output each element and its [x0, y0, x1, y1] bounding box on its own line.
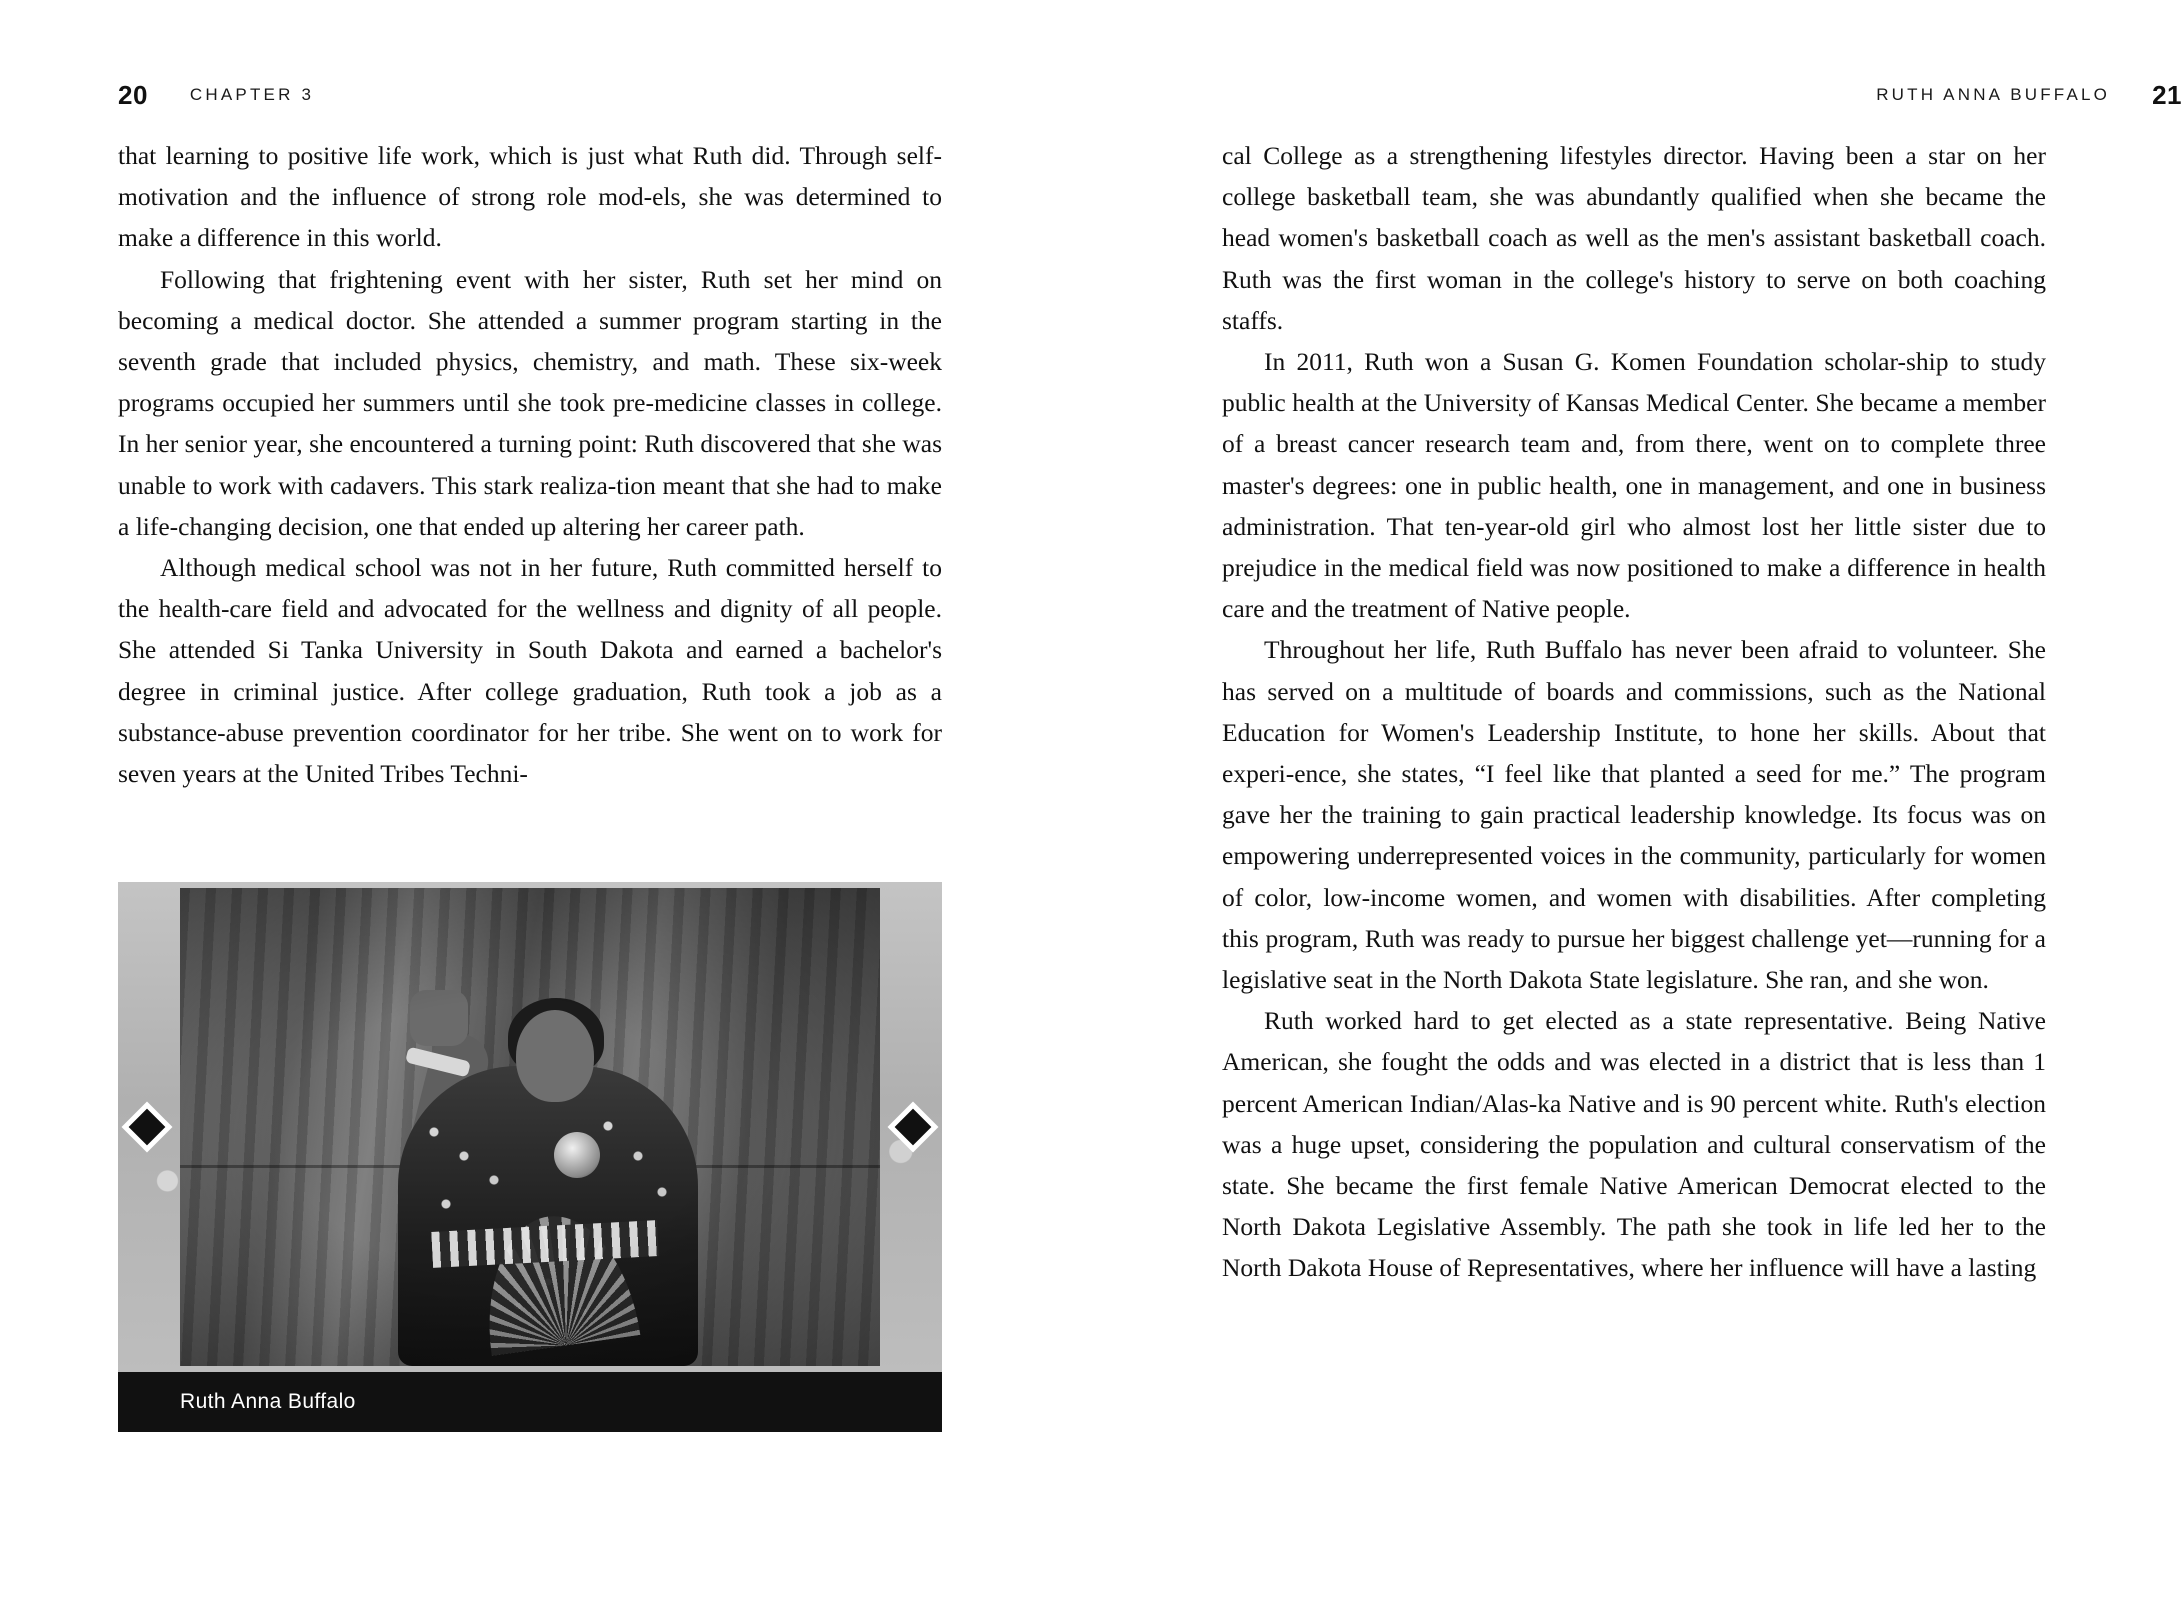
- paragraph: cal College as a strengthening lifestyles director. Having been a star on her college basketball team, she was abundantly qualified when she became the head women's basketball coach as well as the men's assistant basketball coach. Ruth was the first woman in the college's history to serve on both coaching staffs.: [1222, 141, 2046, 335]
- paragraph: Following that frightening event with her sister, Ruth set her mind on becoming a medical doctor. She attended a summer program starting in the seventh grade that included physics, chemistry, and math. These six-week programs occupied her summers until she took pre-medicine classes in college. In her senior year, she encountered a turning point: Ruth discovered that she was unable to work with cadavers. This stark realiza-tion meant that she had to make a life-changing decision, one that ended up altering her career path.: [118, 264, 942, 541]
- paragraph: Ruth worked hard to get elected as a state representative. Being Native American, she fought the odds and was elected in a district that is less than 1 percent American Indian/Alas-ka Native and is 90 percent white. Ruth's election was a huge upset, considering the population and cultural conservatism of the state. She became the first female Native American Democrat elected to the North Dakota Legislative Assembly. The path she took in life led her to the North Dakota House of Representatives, where her influence will have a lasting: [1222, 1006, 2046, 1283]
- figure-ruth-anna-buffalo: [118, 882, 942, 1432]
- figure-frame: [118, 882, 942, 1372]
- left-chapter-label: CHAPTER 3: [189, 85, 315, 104]
- paragraph: Although medical school was not in her future, Ruth committed herself to the health-care field and advocated for the wellness and dignity of all people. She attended Si Tanka University in South Dakota and earned a bachelor's degree in criminal justice. After college graduation, Ruth took a job as a substance-abuse prevention coordinator for her tribe. She went on to work for seven years at the United Tribes Techni-: [118, 553, 942, 789]
- left-body-text: [118, 135, 942, 794]
- figure-caption: Ruth Anna Buffalo: [180, 1390, 356, 1413]
- paragraph: that learning to positive life work, which is just what Ruth did. Through self-motivation and the influence of strong role mod-els, she was determined to make a difference in this world.: [118, 141, 942, 253]
- left-page-number: 20: [118, 79, 148, 110]
- right-page: [1222, 0, 2182, 1600]
- right-page-number: 21: [2152, 79, 2182, 110]
- left-page: [118, 0, 1078, 1600]
- figure-photo: [180, 888, 880, 1366]
- right-subject-label: RUTH ANNA BUFFALO: [1876, 85, 2111, 104]
- figure-caption-bar: [118, 1372, 942, 1432]
- right-body-text: [1222, 135, 2046, 1289]
- paragraph: In 2011, Ruth won a Susan G. Komen Foundation scholar-ship to study public health at the University of Kansas Medical Center. She became a member of a breast cancer research team and, from there, went on to complete three master's degrees: one in public health, one in management, and one in business administration. That ten-year-old girl who almost lost her little sister due to prejudice in the medical field was now positioned to make a difference in health care and the treatment of Native people.: [1222, 347, 2046, 624]
- photo-vignette: [180, 888, 880, 1366]
- left-running-head: [118, 79, 1078, 110]
- paragraph: Throughout her life, Ruth Buffalo has never been afraid to volunteer. She has served on a multitude of boards and commissions, such as the National Education for Women's Leadership Institute, to hone her skills. About that experi-ence, she states, “I feel like that planted a seed for me.” The program gave her the training to gain practical leadership knowledge. Its focus was on empowering underrepresented voices in the community, particularly for women of color, low-income women, and women with disabilities. After completing this program, Ruth was ready to pursue her biggest challenge yet—running for a legislative seat in the North Dakota State legislature. She ran, and she won.: [1222, 635, 2046, 995]
- right-running-head: [1222, 79, 2182, 110]
